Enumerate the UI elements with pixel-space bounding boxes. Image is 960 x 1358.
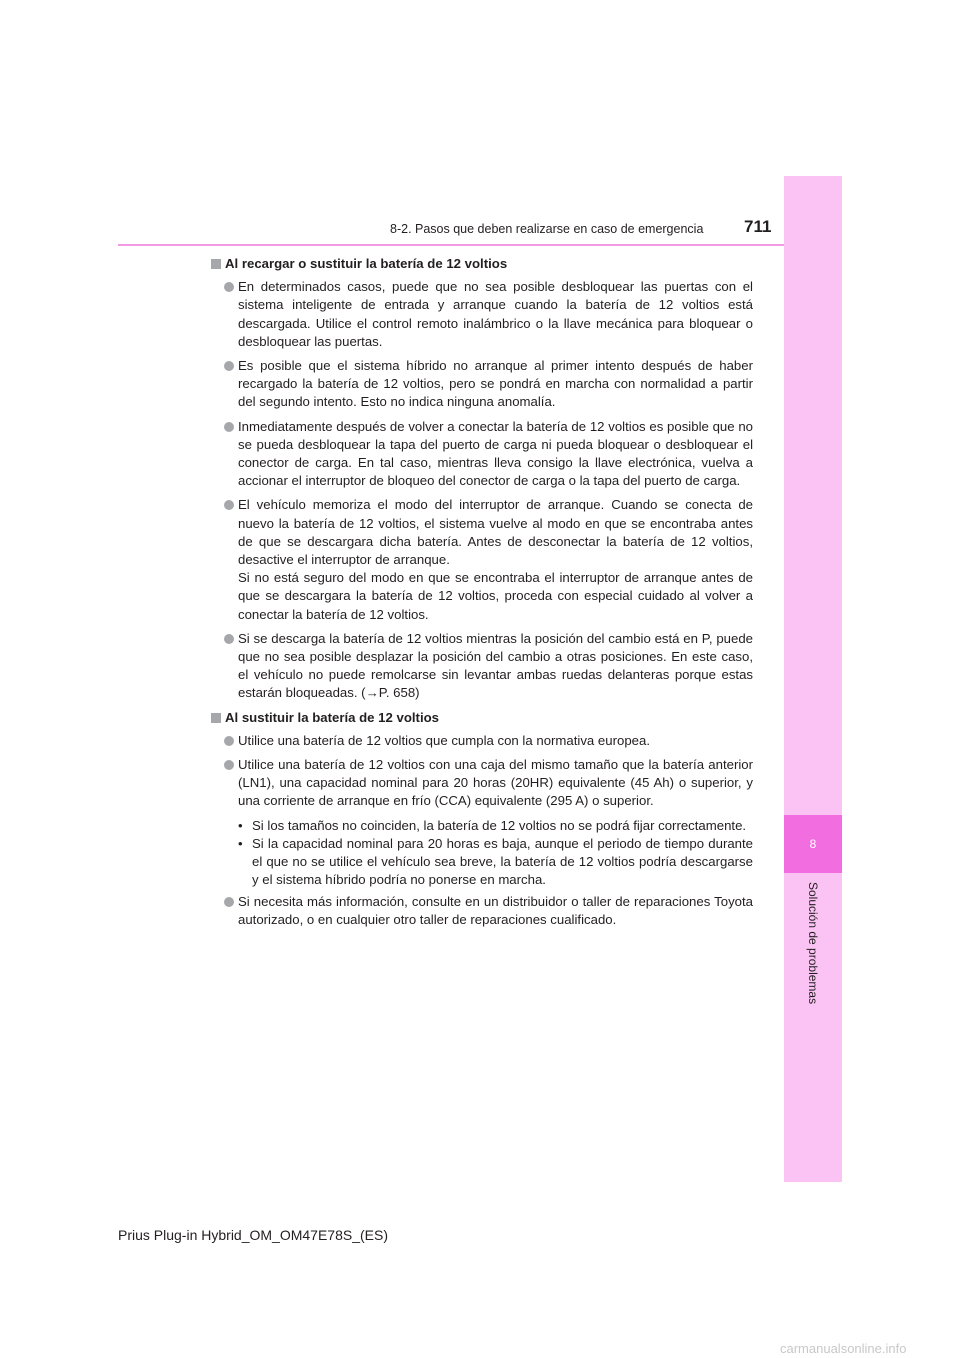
sub-bullet-item: • Si la capacidad nominal para 20 horas es baja, aunque el periodo de tiempo durante el que no se utilice el vehículo sea breve, la batería de 12 voltios podría descargarse y el sistema híbrido podría no ponerse en marcha. [238,835,753,890]
header-section-title: 8-2. Pasos que deben realizarse en caso de emergencia [390,222,704,236]
footer-manual-id: Prius Plug-in Hybrid_OM_OM47E78S_(ES) [118,1227,388,1243]
main-content [210,255,753,935]
bullet-item [210,756,753,811]
bullet-text: En determinados casos, puede que no sea posible desbloquear las puertas con el sistema inteligente de entrada y arranque cuando la batería de 12 voltios está descargada. Utilice el control remoto inalámbrico o la llave mecánica para bloquear o desbloquear las puertas. [238,279,753,349]
bullet-text: El vehículo memoriza el modo del interruptor de arranque. Cuando se conecta de nuevo la batería de 12 voltios, el sistema vuelve al modo en que se encontraba antes de que se descargara dicha batería. Antes de desconectar la batería de 12 voltios, desactive el interruptor de arranque. [238,497,753,568]
chapter-title: Solución de problemas [806,882,820,1005]
sub-bullet-list [210,817,753,890]
bullet-item [210,630,753,703]
bullet-item [210,357,753,412]
section-heading: Al recargar o sustituir la batería de 12 voltios [210,255,753,273]
bullet-text: Si no está seguro del modo en que se encontraba el interruptor de arranque antes de que se descargara la batería de 12 voltios, proceda con especial cuidado al volver a conectar la batería de 12 voltios. [238,570,753,622]
bullet-text: Es posible que el sistema híbrido no arranque al primer intento después de haber recargado la batería de 12 voltios, pero se pondrá en marcha con normalidad a partir del segundo intento. Esto no indica ninguna anomalía. [238,358,753,410]
bullet-item [210,893,753,929]
watermark-link[interactable]: carmanualsonline.info [780,1341,907,1356]
bullet-item [210,732,753,750]
bullet-item [210,496,753,623]
page-number: 711 [744,217,772,236]
sub-bullet-item: • Si los tamaños no coinciden, la batería de 12 voltios no se podrá fijar correctamente. [238,817,753,835]
bullet-item [210,418,753,491]
chapter-side-tab [784,176,842,1182]
bullet-text: Si necesita más información, consulte en un distribuidor o taller de reparaciones Toyota autorizado, o en cualquier otro taller de reparaciones cualificado. [238,893,753,927]
bullet-item [210,278,753,351]
bullet-text: Utilice una batería de 12 voltios que cumpla con la normativa europea. [238,732,650,748]
bullet-text: Inmediatamente después de volver a conectar la batería de 12 voltios es posible que no se pueda desbloquear la tapa del puerto de carga ni pueda bloquear o desbloquear el conector de carga. En tal caso, mientras lleva consigo la llave electrónica, vuelva a accionar el interruptor de bloqueo del conector de carga o la tapa del puerto de carga. [238,418,753,489]
header-divider [118,244,784,246]
section-heading: Al sustituir la batería de 12 voltios [210,709,753,727]
bullet-text: Utilice una batería de 12 voltios con una caja del mismo tamaño que la batería anterior (LN1), una capacidad nominal para 20 horas (20HR) equivalente (45 Ah) o superior, y una corriente de arranque en frío (CCA) equivalente (295 A) o superior. [238,757,753,809]
chapter-number-tab[interactable]: 8 [784,815,842,873]
bullet-text: Si se descarga la batería de 12 voltios mientras la posición del cambio está en P, puede que no sea posible desplazar la posición del cambio a otras posiciones. En este caso, el vehículo no puede remolcarse sin levantar ambas ruedas delanteras porque estas estarán bloqueadas. (→P. 658) [238,630,753,701]
